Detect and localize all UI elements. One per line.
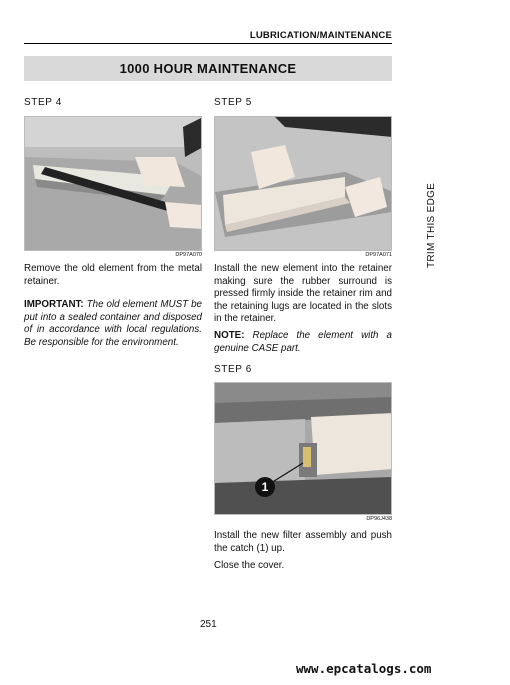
step-5-label: STEP 5 [214, 97, 252, 108]
section-title: LUBRICATION/MAINTENANCE [249, 30, 392, 41]
step-5-photo-code: DP97A071 [365, 252, 392, 258]
step-6-text: Install the new filter assembly and push the catch (1) up. [214, 530, 392, 554]
step-6-label: STEP 6 [214, 364, 252, 375]
footer-url: www.epcatalogs.com [296, 661, 432, 676]
important-label: IMPORTANT: [24, 299, 84, 310]
step-6-photo-code: DP96J438 [366, 516, 392, 522]
important-notice [24, 299, 202, 349]
step-5-text: Install the new element into the retainer making sure the rubber surround is pressed firmly inside the retainer rim and the retaining lugs are located in the slots in the retainer. [214, 263, 392, 324]
note-text: Replace the element with a genuine CASE part. [214, 330, 392, 354]
page-number: 251 [200, 619, 217, 630]
callout-1: 1 [261, 480, 269, 494]
step-6-photo [214, 382, 392, 515]
important-text: The old element MUST be put into a sealed container and disposed of in accordance with local regulations. Be responsible for the environment. [24, 299, 202, 348]
note [214, 330, 392, 355]
step-4-text: Remove the old element from the metal retainer. [24, 263, 202, 287]
note-label: NOTE: [214, 330, 245, 341]
page-banner [24, 56, 392, 81]
step-5-photo [214, 116, 392, 251]
step-4-photo [24, 116, 202, 251]
banner-title: 1000 HOUR MAINTENANCE [119, 61, 297, 76]
step-6-text-2: Close the cover. [214, 560, 285, 571]
step-4-label: STEP 4 [24, 97, 62, 108]
trim-edge-label: TRIM THIS EDGE [426, 182, 437, 268]
step-4-photo-code: DP97A070 [175, 252, 202, 258]
header-divider [24, 43, 392, 44]
